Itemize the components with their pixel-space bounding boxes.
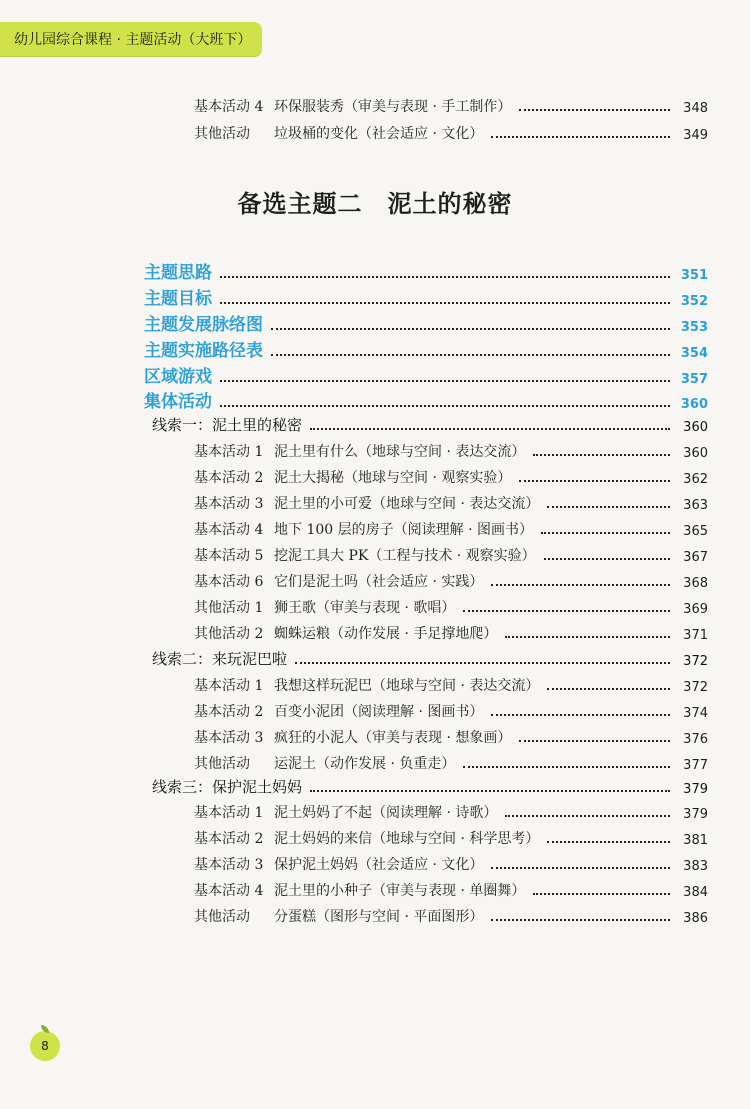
activity-kind: 基本活动 2 — [194, 831, 264, 847]
section-title: 主题发展脉络图 — [144, 315, 263, 335]
toc-entry[interactable] — [194, 123, 708, 143]
activity-title: 泥土里的小可爱（地球与空间 · 表达交流） — [274, 496, 540, 512]
clue-title: 线索二：来玩泥巴啦 — [152, 650, 288, 668]
dot-leader — [295, 661, 670, 664]
activity-kind: 基本活动 5 — [194, 548, 264, 564]
activity-kind: 其他活动 2 — [194, 626, 264, 642]
dot-leader — [547, 687, 670, 690]
toc-entry[interactable] — [194, 571, 708, 591]
page-ref: 348 — [683, 101, 708, 116]
toc-section[interactable] — [144, 336, 708, 361]
dot-leader — [544, 557, 670, 560]
toc-entry[interactable] — [194, 727, 708, 747]
dot-leader — [220, 275, 670, 278]
series-tag: 幼儿园综合课程 · 主题活动（大班下） — [0, 22, 262, 56]
page-ref: 369 — [683, 602, 708, 617]
dot-leader — [491, 866, 670, 869]
activity-kind: 基本活动 2 — [194, 470, 264, 486]
toc-section[interactable] — [144, 258, 708, 283]
dot-leader — [533, 453, 670, 456]
activity-title: 百变小泥团（阅读理解 · 图画书） — [274, 704, 484, 720]
page-ref: 360 — [683, 446, 708, 461]
dot-leader — [505, 814, 670, 817]
toc-section[interactable] — [144, 387, 708, 412]
theme-heading: 备选主题二 泥土的秘密 — [237, 190, 513, 218]
toc-entry[interactable] — [194, 545, 708, 565]
section-title: 主题实施路径表 — [144, 341, 263, 361]
page-ref: 353 — [680, 320, 708, 335]
toc-entry[interactable] — [194, 906, 708, 926]
activity-title: 疯狂的小泥人（审美与表现 · 想象画） — [274, 730, 512, 746]
dot-leader — [310, 789, 670, 792]
activity-kind: 其他活动 1 — [194, 600, 264, 616]
activity-kind: 基本活动 1 — [194, 444, 264, 460]
activity-title: 泥土妈妈了不起（阅读理解 · 诗歌） — [274, 805, 498, 821]
activity-title: 蜘蛛运粮（动作发展 · 手足撑地爬） — [274, 626, 498, 642]
leaf-icon — [41, 1025, 49, 1033]
activity-kind: 基本活动 1 — [194, 678, 264, 694]
page-ref: 365 — [683, 524, 708, 539]
toc-entry[interactable] — [194, 597, 708, 617]
page-ref: 351 — [680, 268, 708, 283]
toc-section[interactable] — [144, 362, 708, 387]
dot-leader — [491, 918, 670, 921]
toc-entry[interactable] — [194, 623, 708, 643]
dot-leader — [220, 301, 670, 304]
activity-kind: 基本活动 4 — [194, 99, 264, 115]
activity-kind: 基本活动 3 — [194, 496, 264, 512]
activity-kind: 其他活动 — [194, 756, 250, 772]
clue-title: 线索三：保护泥土妈妈 — [152, 778, 303, 796]
page-ref: 367 — [683, 550, 708, 565]
page-ref: 372 — [683, 680, 708, 695]
activity-title: 挖泥工具大 PK（工程与技术 · 观察实验） — [274, 548, 536, 564]
toc-entry[interactable] — [194, 467, 708, 487]
activity-kind: 基本活动 3 — [194, 857, 264, 873]
activity-kind: 基本活动 4 — [194, 522, 264, 538]
toc-entry[interactable] — [194, 802, 708, 822]
page-ref: 371 — [683, 628, 708, 643]
activity-kind: 基本活动 6 — [194, 574, 264, 590]
dot-leader — [519, 739, 670, 742]
page-ref: 368 — [683, 576, 708, 591]
dot-leader — [533, 892, 670, 895]
page-ref: 352 — [680, 294, 708, 309]
activity-kind: 基本活动 2 — [194, 704, 264, 720]
activity-kind: 基本活动 3 — [194, 730, 264, 746]
page-ref: 383 — [683, 859, 708, 874]
activity-title: 狮王歌（审美与表现 · 歌唱） — [274, 600, 456, 616]
clue-title: 线索一：泥土里的秘密 — [152, 416, 303, 434]
dot-leader — [310, 427, 670, 430]
page-ref: 381 — [683, 833, 708, 848]
activity-kind: 其他活动 — [194, 126, 250, 142]
page-ref: 376 — [683, 732, 708, 747]
toc-entry[interactable] — [194, 880, 708, 900]
dot-leader — [491, 135, 670, 138]
dot-leader — [271, 353, 670, 356]
activity-kind: 其他活动 — [194, 909, 250, 925]
toc-entry[interactable] — [194, 96, 708, 116]
section-title: 主题目标 — [144, 289, 212, 309]
section-title: 区域游戏 — [144, 367, 212, 387]
toc-clue[interactable] — [152, 648, 708, 669]
activity-title: 地下 100 层的房子（阅读理解 · 图画书） — [274, 522, 533, 538]
toc-entry[interactable] — [194, 493, 708, 513]
dot-leader — [220, 404, 670, 407]
page-ref: 357 — [680, 372, 708, 387]
toc-entry[interactable] — [194, 441, 708, 461]
page-ref: 362 — [683, 472, 708, 487]
toc-clue[interactable] — [152, 414, 708, 435]
toc-section[interactable] — [144, 310, 708, 335]
toc-entry[interactable] — [194, 701, 708, 721]
dot-leader — [463, 609, 670, 612]
page-ref: 360 — [680, 397, 708, 412]
page-number-badge — [30, 1031, 60, 1061]
activity-title: 分蛋糕（图形与空间 · 平面图形） — [274, 909, 484, 925]
activity-title: 环保服装秀（审美与表现 · 手工制作） — [274, 99, 512, 115]
dot-leader — [491, 713, 670, 716]
activity-title: 运泥土（动作发展 · 负重走） — [274, 756, 456, 772]
activity-kind: 基本活动 4 — [194, 883, 264, 899]
toc-entry[interactable] — [194, 854, 708, 874]
activity-title: 我想这样玩泥巴（地球与空间 · 表达交流） — [274, 678, 540, 694]
page-number: 8 — [41, 1039, 49, 1053]
activity-title: 泥土大揭秘（地球与空间 · 观察实验） — [274, 470, 512, 486]
page-ref: 360 — [683, 420, 708, 435]
activity-title: 泥土里的小种子（审美与表现 · 单圈舞） — [274, 883, 526, 899]
activity-title: 垃圾桶的变化（社会适应 · 文化） — [274, 126, 484, 142]
dot-leader — [220, 379, 670, 382]
activity-kind: 基本活动 1 — [194, 805, 264, 821]
page-ref: 384 — [683, 885, 708, 900]
dot-leader — [547, 840, 670, 843]
page-ref: 372 — [683, 654, 708, 669]
toc-entry[interactable] — [194, 519, 708, 539]
dot-leader — [271, 327, 670, 330]
toc-entry[interactable] — [194, 675, 708, 695]
dot-leader — [519, 108, 670, 111]
toc-section[interactable] — [144, 284, 708, 309]
page-ref: 349 — [683, 128, 708, 143]
page-ref: 374 — [683, 706, 708, 721]
dot-leader — [541, 531, 670, 534]
dot-leader — [547, 505, 670, 508]
page-ref: 363 — [683, 498, 708, 513]
toc-entry[interactable] — [194, 753, 708, 773]
dot-leader — [519, 479, 670, 482]
section-title: 主题思路 — [144, 263, 212, 283]
page-ref: 379 — [683, 782, 708, 797]
activity-title: 泥土妈妈的来信（地球与空间 · 科学思考） — [274, 831, 540, 847]
page-ref: 386 — [683, 911, 708, 926]
page-ref: 354 — [680, 346, 708, 361]
page-ref: 377 — [683, 758, 708, 773]
activity-title: 泥土里有什么（地球与空间 · 表达交流） — [274, 444, 526, 460]
activity-title: 保护泥土妈妈（社会适应 · 文化） — [274, 857, 484, 873]
dot-leader — [463, 765, 670, 768]
activity-title: 它们是泥土吗（社会适应 · 实践） — [274, 574, 484, 590]
dot-leader — [505, 635, 670, 638]
dot-leader — [491, 583, 670, 586]
toc-clue[interactable] — [152, 776, 708, 797]
page-ref: 379 — [683, 807, 708, 822]
toc-entry[interactable] — [194, 828, 708, 848]
section-title: 集体活动 — [144, 392, 212, 412]
